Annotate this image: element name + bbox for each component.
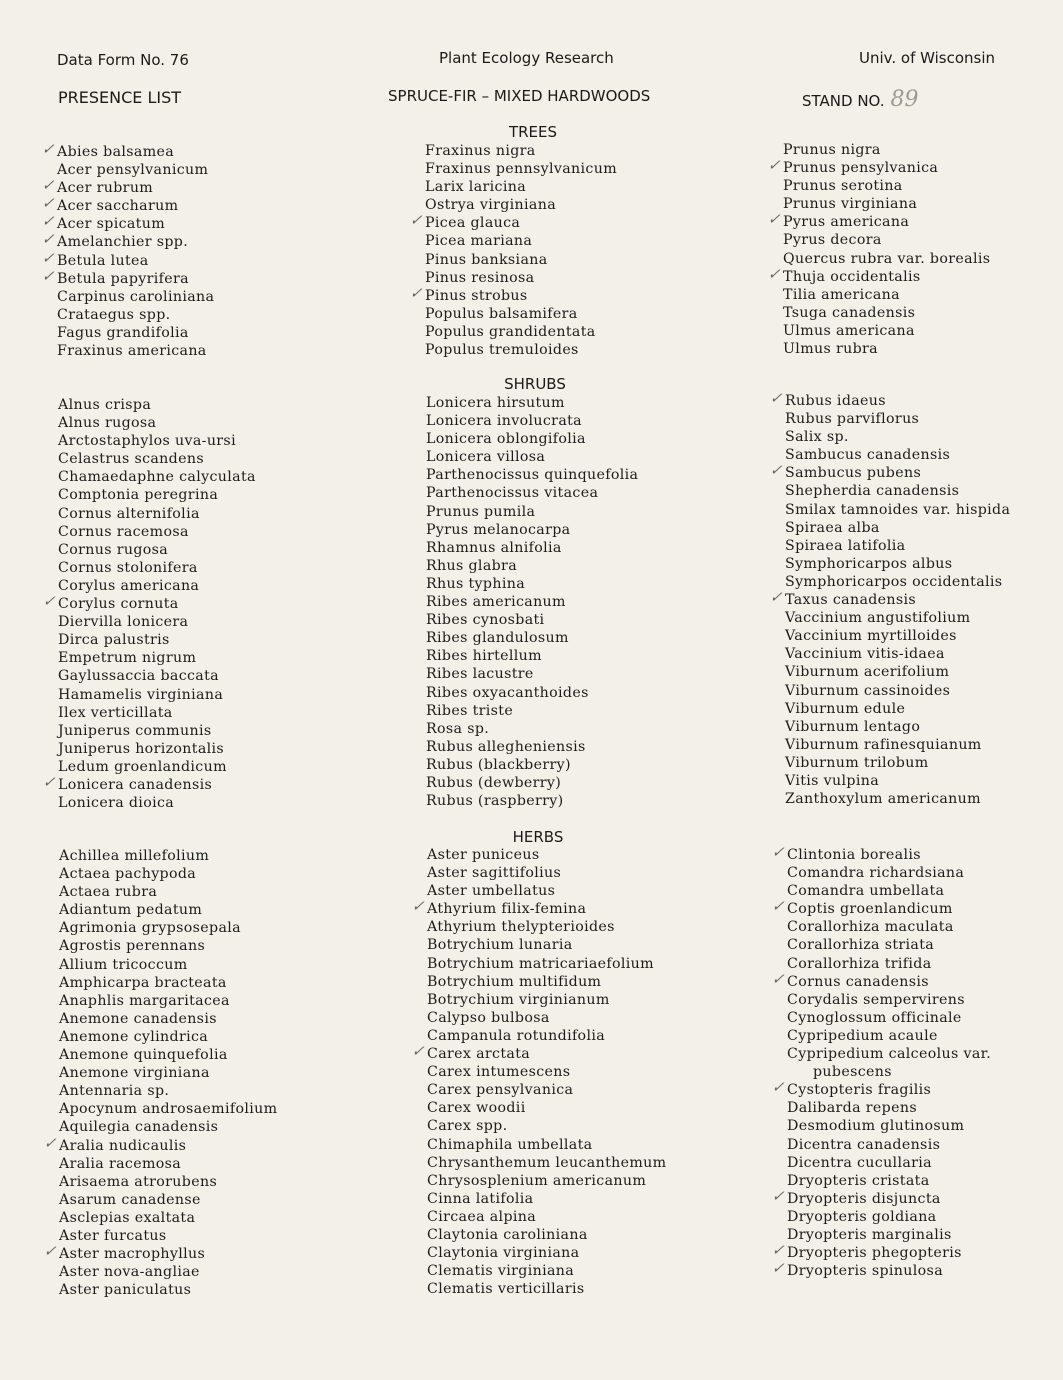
list-title: PRESENCE LIST: [58, 88, 182, 107]
species-entry: Dirca palustris: [58, 632, 170, 649]
stand-number-value: 89: [890, 87, 919, 112]
species-entry: Symphoricarpos occidentalis: [785, 573, 1003, 590]
species-entry: Gaylussaccia baccata: [58, 668, 219, 685]
trees-column-2: [425, 142, 617, 359]
species-entry: Corylus americana: [58, 577, 200, 594]
species-entry: ✓ Picea glauca: [425, 214, 617, 232]
species-entry: Ribes cynosbati: [426, 612, 545, 629]
species-entry: Cornus rugosa: [58, 541, 169, 558]
species-entry: Crataegus spp.: [57, 306, 171, 323]
species-entry: Dicentra cucullaria: [787, 1154, 932, 1171]
species-entry: Lonicera involucrata: [426, 413, 582, 430]
species-entry: Cornus racemosa: [58, 523, 189, 540]
species-entry: ✓ Coptis groenlandicum: [787, 900, 991, 918]
species-entry: Hamamelis virginiana: [58, 686, 224, 703]
species-entry: Anaphlis margaritacea: [59, 992, 230, 1009]
trees-column-3: [783, 141, 990, 358]
species-entry: Prunus serotina: [783, 178, 903, 195]
species-entry: Cornus stolonifera: [58, 559, 198, 576]
species-entry: Aster umbellatus: [427, 883, 556, 900]
species-entry: Rhus typhina: [426, 575, 526, 592]
species-entry: Calypso bulbosa: [427, 1009, 550, 1026]
species-entry: Lonicera dioica: [58, 795, 175, 812]
species-entry: Aquilegia canadensis: [59, 1119, 219, 1136]
species-entry: ✓ Acer saccharum: [57, 197, 214, 215]
species-entry: Anemone cylindrica: [59, 1028, 209, 1045]
species-entry: Adiantum pedatum: [59, 902, 203, 919]
species-entry: Asclepias exaltata: [59, 1209, 196, 1226]
species-entry: Celastrus scandens: [58, 451, 204, 468]
species-entry: Aster furcatus: [59, 1227, 167, 1244]
species-entry: ✓ Prunus pensylvanica: [783, 159, 990, 177]
species-entry: ✓ Corylus cornuta: [58, 595, 256, 613]
species-entry: Rhus glabra: [426, 557, 517, 574]
species-entry: Juniperus communis: [58, 722, 212, 739]
species-entry: Prunus nigra: [783, 142, 881, 158]
species-entry: Parthenocissus vitacea: [426, 485, 599, 502]
species-entry: ✓ Pinus strobus: [425, 287, 617, 305]
species-entry: Tsuga canadensis: [783, 304, 916, 321]
species-entry: Dryopteris goldiana: [787, 1208, 937, 1225]
species-entry: Parthenocissus quinquefolia: [426, 467, 639, 484]
species-entry: Ledum groenlandicum: [58, 758, 227, 775]
species-entry: Carex spp.: [427, 1118, 508, 1135]
species-entry: Dryopteris cristata: [787, 1172, 930, 1189]
species-entry: Corallorhiza striata: [787, 937, 935, 954]
species-entry: Ribes americanum: [426, 594, 566, 611]
species-entry: Dalibarda repens: [787, 1100, 917, 1117]
species-entry: Pyrus decora: [783, 232, 882, 249]
species-entry: Anemone canadensis: [59, 1010, 217, 1027]
species-entry: Ilex verticillata: [58, 704, 173, 721]
shrubs-column-1: [58, 396, 256, 812]
species-entry: Rubus allegheniensis: [426, 738, 586, 755]
species-entry: Circaea alpina: [427, 1208, 537, 1225]
species-entry: Fagus grandifolia: [57, 324, 189, 341]
species-entry: Claytonia virginiana: [427, 1245, 580, 1262]
species-entry: Athyrium thelypterioides: [427, 919, 615, 936]
species-entry: Symphoricarpos albus: [785, 555, 953, 572]
section-title-shrubs: SHRUBS: [504, 375, 566, 393]
herbs-column-1: [59, 847, 277, 1299]
species-entry: Alnus crispa: [58, 397, 152, 413]
species-entry: Fraxinus americana: [57, 343, 207, 360]
species-entry: Rhamnus alnifolia: [426, 539, 562, 556]
species-entry: Dicentra canadensis: [787, 1136, 941, 1153]
section-title-herbs: HERBS: [512, 828, 564, 846]
species-entry: Carex woodii: [427, 1100, 526, 1117]
species-entry: ✓ Lonicera canadensis: [58, 776, 256, 794]
species-entry: Pinus banksiana: [425, 251, 548, 268]
species-entry: Carex pensylvanica: [427, 1082, 574, 1099]
species-entry: Asarum canadense: [59, 1191, 201, 1208]
species-entry: Botrychium lunaria: [427, 937, 573, 954]
species-entry: Lonicera hirsutum: [426, 395, 565, 411]
species-entry: Campanula rotundifolia: [427, 1027, 606, 1044]
species-entry: Lonicera oblongifolia: [426, 431, 586, 448]
species-entry: Larix laricina: [425, 179, 527, 196]
species-entry: Antennaria sp.: [59, 1083, 170, 1100]
species-entry: Salix sp.: [785, 429, 849, 446]
species-entry: Ulmus rubra: [783, 341, 878, 358]
species-entry: Apocynum androsaemifolium: [59, 1101, 278, 1118]
species-entry: Chrysanthemum leucanthemum: [427, 1154, 667, 1171]
species-entry: ✓ Cystopteris fragilis: [787, 1081, 991, 1099]
species-entry: ✓ Aster macrophyllus: [59, 1245, 277, 1263]
species-entry: Fraxinus nigra: [425, 143, 536, 159]
species-entry: Botrychium virginianum: [427, 991, 610, 1008]
species-entry: Actaea pachypoda: [59, 866, 197, 883]
species-entry: Corydalis sempervirens: [787, 991, 965, 1008]
species-entry: Comandra umbellata: [787, 883, 945, 900]
species-entry: Vitis vulpina: [785, 772, 880, 789]
stand-number-label: STAND NO.: [802, 92, 885, 110]
species-entry: Corallorhiza trifida: [787, 955, 932, 972]
species-entry: Rubus (raspberry): [426, 793, 564, 810]
species-entry: Carpinus caroliniana: [57, 288, 215, 305]
species-entry: Sambucus canadensis: [785, 447, 951, 464]
species-entry: Ribes glandulosum: [426, 630, 569, 647]
species-entry: Empetrum nigrum: [58, 650, 197, 667]
species-entry: Botrychium matricariaefolium: [427, 955, 654, 972]
species-entry: ✓ Athyrium filix-femina: [427, 900, 666, 918]
species-entry: Ostrya virginiana: [425, 197, 557, 214]
species-entry: Rubus parviflorus: [785, 411, 920, 428]
species-entry: Aralia racemosa: [59, 1155, 182, 1172]
species-entry: Lonicera villosa: [426, 449, 546, 466]
species-entry: Agrimonia grypsosepala: [59, 920, 241, 937]
species-entry: Botrychium multifidum: [427, 973, 602, 990]
species-entry: ✓ Cornus canadensis: [787, 973, 991, 991]
section-title-trees: TREES: [508, 123, 558, 141]
species-entry: Anemone virginiana: [59, 1065, 210, 1082]
species-entry: Aster paniculatus: [59, 1282, 192, 1299]
species-entry: Desmodium glutinosum: [787, 1118, 965, 1135]
organization-name: Plant Ecology Research: [439, 49, 614, 67]
species-entry: ✓ Abies balsamea: [57, 143, 214, 161]
species-entry: ✓ Taxus canadensis: [785, 591, 1010, 609]
species-entry: Aster sagittifolius: [427, 865, 562, 882]
species-entry: Quercus rubra var. borealis: [783, 250, 991, 267]
species-entry: Shepherdia canadensis: [785, 483, 960, 500]
species-entry: Viburnum rafinesquianum: [785, 736, 982, 753]
species-entry: Clematis verticillaris: [427, 1281, 585, 1298]
species-entry: ✓ Aralia nudicaulis: [59, 1137, 277, 1155]
species-entry: ✓ Rubus idaeus: [785, 392, 1010, 410]
species-entry: ✓ Pyrus americana: [783, 213, 990, 231]
species-entry: Acer pensylvanicum: [57, 162, 209, 179]
herbs-column-2: [427, 846, 666, 1298]
species-entry: Allium tricoccum: [59, 956, 188, 973]
species-entry: Anemone quinquefolia: [59, 1047, 228, 1064]
form-number: Data Form No. 76: [57, 51, 189, 69]
species-entry: ✓ Dryopteris phegopteris: [787, 1244, 991, 1262]
species-entry: Ulmus americana: [783, 322, 915, 339]
species-entry: Zanthoxylum americanum: [785, 791, 981, 808]
species-entry: Pinus resinosa: [425, 269, 535, 286]
species-entry: ✓ Carex arctata: [427, 1045, 666, 1063]
species-entry: ✓ Thuja occidentalis: [783, 268, 990, 286]
species-entry: Vaccinium angustifolium: [785, 610, 971, 627]
species-entry: Smilax tamnoides var. hispida: [785, 501, 1011, 518]
species-entry: Populus balsamifera: [425, 305, 578, 322]
species-entry: Cypripedium calceolus var.: [787, 1046, 992, 1063]
shrubs-column-2: [426, 394, 638, 810]
shrubs-column-3: [785, 392, 1010, 808]
species-entry: Cynoglossum officinale: [787, 1009, 962, 1026]
species-entry: Spiraea latifolia: [785, 537, 906, 554]
species-entry: Tilia americana: [783, 286, 900, 303]
species-entry: ✓ Dryopteris spinulosa: [787, 1262, 991, 1280]
university-name: Univ. of Wisconsin: [859, 49, 996, 67]
species-entry: Vaccinium myrtilloides: [785, 628, 957, 645]
species-entry: Agrostis perennans: [59, 938, 206, 955]
species-entry: ✓ Sambucus pubens: [785, 464, 1010, 482]
species-entry: Ribes lacustre: [426, 666, 534, 683]
species-entry: Aster puniceus: [427, 847, 540, 863]
species-entry: Viburnum lentago: [785, 718, 921, 735]
species-entry: Viburnum edule: [785, 700, 906, 717]
species-entry: Cypripedium acaule: [787, 1027, 938, 1044]
species-entry: Claytonia caroliniana: [427, 1226, 588, 1243]
species-entry: Comandra richardsiana: [787, 865, 965, 882]
species-entry: Alnus rugosa: [58, 415, 157, 432]
species-entry: Dryopteris marginalis: [787, 1226, 952, 1243]
species-entry: Prunus pumila: [426, 503, 536, 520]
species-entry: Populus grandidentata: [425, 323, 596, 340]
species-entry: Arctostaphylos uva-ursi: [58, 433, 236, 450]
species-entry: Carex intumescens: [427, 1064, 571, 1081]
species-entry: ✓ Acer spicatum: [57, 215, 214, 233]
species-entry: Aster nova-angliae: [59, 1264, 200, 1281]
species-entry: Vaccinium vitis-idaea: [785, 646, 945, 663]
species-entry: ✓ Betula lutea: [57, 252, 214, 270]
species-entry: Viburnum acerifolium: [785, 664, 950, 681]
species-entry: Fraxinus pennsylvanicum: [425, 161, 618, 178]
species-entry: Corallorhiza maculata: [787, 919, 954, 936]
species-entry: Picea mariana: [425, 233, 533, 250]
species-entry: Chimaphila umbellata: [427, 1136, 593, 1153]
species-entry: Viburnum cassinoides: [785, 682, 951, 699]
species-entry: Rosa sp.: [426, 720, 490, 737]
species-entry: Rubus (dewberry): [426, 774, 562, 791]
species-entry: Achillea millefolium: [59, 848, 210, 864]
species-entry: ✓ Betula papyrifera: [57, 270, 214, 288]
species-entry: Prunus virginiana: [783, 196, 918, 213]
species-entry: ✓ Acer rubrum: [57, 179, 214, 197]
species-entry: Cinna latifolia: [427, 1190, 534, 1207]
species-entry: Rubus (blackberry): [426, 756, 571, 773]
species-entry: Viburnum trilobum: [785, 754, 929, 771]
species-entry: ✓ Dryopteris disjuncta: [787, 1190, 991, 1208]
species-entry: Diervilla lonicera: [58, 614, 189, 631]
species-entry: Clematis virginiana: [427, 1263, 575, 1280]
species-entry: Chrysosplenium americanum: [427, 1172, 647, 1189]
species-entry: Ribes hirtellum: [426, 648, 542, 665]
species-entry: ✓ Amelanchier spp.: [57, 233, 214, 251]
species-entry: Cornus alternifolia: [58, 505, 200, 522]
species-entry: Spiraea alba: [785, 519, 880, 536]
species-entry: Populus tremuloides: [425, 342, 579, 359]
species-entry: Amphicarpa bracteata: [59, 974, 227, 991]
trees-column-1: [57, 143, 214, 360]
species-entry: Comptonia peregrina: [58, 487, 219, 504]
stand-number-field: [802, 87, 919, 112]
species-entry: ✓ Clintonia borealis: [787, 846, 991, 864]
species-entry: Pyrus melanocarpa: [426, 521, 571, 538]
species-name-continuation: pubescens: [813, 1064, 892, 1081]
species-entry: Chamaedaphne calyculata: [58, 469, 256, 486]
species-entry: Ribes oxyacanthoides: [426, 684, 589, 701]
species-entry: Arisaema atrorubens: [59, 1173, 218, 1190]
community-title: SPRUCE-FIR – MIXED HARDWOODS: [388, 87, 651, 105]
herbs-column-3: [787, 846, 991, 1280]
species-entry: Actaea rubra: [59, 884, 158, 901]
species-entry: Juniperus horizontalis: [58, 740, 225, 757]
species-entry: Ribes triste: [426, 702, 514, 719]
